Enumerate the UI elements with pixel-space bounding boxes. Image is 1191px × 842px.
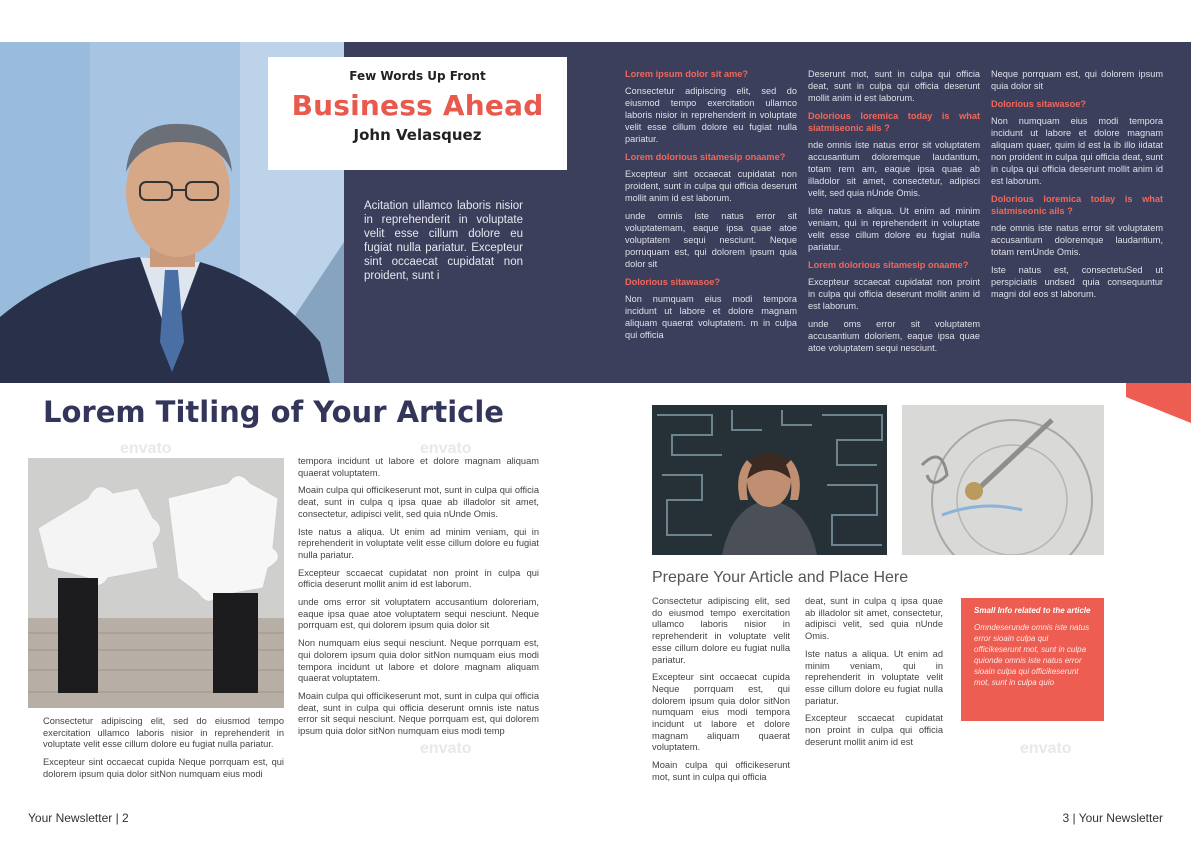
banner-paragraph: nde omnis iste natus error sit voluptatem accusantium doloremque laudantium, totam rem am, eaque ipsa quae ab illadolor sit amet, consectetur, adipisci velit, sed quia nUnde Omis. — [808, 140, 980, 198]
banner-subheading: Dolorious sitawasoe? — [625, 277, 720, 287]
caption-paragraph: Excepteur sint occaecat cupida Neque porrquam est, qui dolorem ipsum quia dolor sitNon numquam eius modi — [43, 757, 284, 779]
article-paragraph: unde oms error sit voluptatem accusantium doloreriam, eaque ipsa quae atoe voluptatem sequi nesciunt. Neque porrquam est, qui dolorem ipsum quia dolor sit — [298, 597, 539, 631]
headline: Business Ahead — [291, 89, 544, 122]
article-paragraph: deat, sunt in culpa q ipsa quae ab illadolor sit amet, consectetur, adipisci velit, sed quia nUnde Omis. — [805, 596, 943, 642]
article-paragraph: Excepteur sint occaecat cupida Neque porrquam est, qui dolorem ipsum quia dolor sitNon numquam eius modi tempora incidunt ut labore et dolore magnam aliquam quaerat voluptatem. — [652, 672, 790, 753]
article-paragraph: Moain culpa qui officikeserunt mot, sunt in culpa qui officia deat, sunt in culpa q ipsa quae ab illadolor sit amet, consectetur, adipisci velit, sed quia nUnde Omis. — [298, 485, 539, 519]
info-box-body: Omndeserunde omnis iste natus error sioain culpa qui officikeserunt mot, sunt in culpa quionde omnis iste natus error sioain culpa qui officikeserunt mot, sunt in culpa quio — [974, 623, 1090, 687]
banner-paragraph: Iste natus a aliqua. Ut enim ad minim veniam, qui in reprehenderit in voluptate velit esse cillum dolore eu fugiat nulla pariatur. — [808, 206, 980, 252]
article-paragraph: Iste natus a aliqua. Ut enim ad minim veniam, qui in reprehenderit in voluptate velit esse cillum dolore eu fugiat nulla pariatur. — [298, 526, 539, 560]
banner-column-3 — [991, 68, 1163, 306]
article-paragraph: Moain culpa qui officikeserunt mot, sunt in culpa qui officia deat, sunt in culpa qui officia deserunt omnis iste natus error sit sequi nesciunt. Neque porrquam est, qui dolorem ipsum quia dolor sitNon numquam eius modi temp — [298, 690, 539, 737]
banner-subheading: Dolorious sitawasoe? — [991, 99, 1086, 109]
banner-paragraph: Non numquam eius modi tempora incidunt ut labore et dolore magnam aliquam quaer, quim id est la ib illo iidatat non proident in culpa qui officia deat, sunt in culpa qui officia deserunt mollit anim id est laborum. — [991, 116, 1163, 186]
section-title: Prepare Your Article and Place Here — [652, 569, 909, 586]
article-paragraph: Consectetur adipiscing elit, sed do eiusmod tempo exercitation ullamco laboris nisior in reprehenderit in voluptate velit esse cillum dolore eu fugiat nulla pariatur. — [652, 596, 790, 665]
info-box — [961, 598, 1104, 721]
intro-paragraph: Acitation ullamco laboris nisior in reprehenderit in voluptate velit esse cillum dolore eu fugiat nulla pariatur. Excepteur sint occaecat cupidatat non proident, sunt i — [364, 200, 523, 282]
article-paragraph: Excepteur sccaecat cupidatat non proint in culpa qui officia deserunt mollit anim id est laborum. — [298, 567, 539, 590]
banner-paragraph: nde omnis iste natus error sit voluptatem accusantium doloremque laudantium, totam remUnde Omis. — [991, 223, 1163, 257]
banner-paragraph: Excepteur sint occaecat cupidatat non proident, sunt in culpa qui officia deserunt mollit anim id est laborum. — [625, 169, 797, 203]
banner-paragraph: unde oms error sit voluptatem accusantium doloriem, eaque ipsa quae atoe voluptatem sequi nesciunt. — [808, 319, 980, 353]
article-paragraph: Iste natus a aliqua. Ut enim ad minim veniam, qui in reprehenderit in voluptate velit esse cillum dolore eu fugiat nulla pariatur. — [805, 648, 943, 706]
banner-column-2 — [808, 68, 980, 360]
article-paragraph: Moain culpa qui officikeserunt mot, sunt in culpa qui officia — [652, 760, 790, 782]
banner-paragraph: Non numquam eius modi tempora incidunt ut labore et dolore magnam aliquam quaerat voluptatem. m in culpa qui officia — [625, 294, 797, 340]
puzzle-photo — [28, 458, 284, 708]
red-corner-tab — [1126, 383, 1191, 423]
article-column — [298, 456, 539, 744]
right-article-column-2 — [805, 596, 943, 754]
info-box-title: Small Info related to the article — [974, 606, 1091, 615]
watermark: envato — [420, 440, 472, 457]
author-name: John Velasquez — [353, 126, 482, 144]
maze-photo — [652, 405, 887, 555]
caption-column — [43, 716, 284, 787]
footer-left: Your Newsletter | 2 — [28, 811, 129, 825]
article-paragraph: Excepteur sccaecat cupidatat non proint in culpa qui officia deserunt mollit anim id est — [805, 713, 943, 747]
watermark: envato — [120, 440, 172, 457]
kicker: Few Words Up Front — [349, 69, 486, 83]
right-article-column-1 — [652, 596, 790, 790]
article-paragraph: Non numquam eius sequi nesciunt. Neque porrquam est, qui dolorem ipsum quia dolor sitNon numquam eius modi tempora incidunt ut labore et dolore magnam aliquam quaerat voluptatem. — [298, 638, 539, 684]
banner-paragraph: Neque porrquam est, qui dolorem ipsum quia dolor sit — [991, 69, 1163, 91]
banner-subheading: Lorem ipsum dolor sit ame? — [625, 69, 749, 79]
banner-paragraph: Consectetur adipiscing elit, sed do eiusmod tempo exercitation ullamco laboris nisior in reprehenderit in voluptate velit esse cillum dolore eu fugiat nulla pariatur. — [625, 86, 797, 144]
banner-paragraph: Deserunt mot, sunt in culpa qui officia deat, sunt in culpa qui officia deserunt mollit anim id est laborum. — [808, 69, 980, 103]
footer-right: 3 | Your Newsletter — [1062, 811, 1163, 825]
compass-photo — [902, 405, 1104, 555]
caption-paragraph: Consectetur adipiscing elit, sed do eiusmod tempo exercitation ullamco laboris nisior in reprehenderit in voluptate velit esse cillum dolore eu fugiat nulla pariatur. — [43, 716, 284, 750]
banner-subheading: Lorem dolorious sitamesip onaame? — [808, 260, 969, 270]
banner-subheading: Dolorious loremica today is what siatmiseonic ails ? — [991, 194, 1163, 216]
title-card — [268, 57, 567, 170]
article-title: Lorem Titling of Your Article — [43, 395, 504, 429]
banner-paragraph: unde omnis iste natus error sit voluptatemam, eaque ipsa quae atoe voluptatem sequi nesciunt. Neque porruquam est, qui dolorem ipsum quia dolor sit — [625, 211, 797, 269]
watermark: envato — [420, 740, 472, 757]
banner-subheading: Dolorious loremica today is what siatmiseonic ails ? — [808, 111, 980, 133]
banner-column-1 — [625, 68, 797, 347]
article-paragraph: tempora incidunt ut labore et dolore magnam aliquam quaerat voluptatem. — [298, 456, 539, 478]
banner-paragraph: Excepteur sccaecat cupidatat non proint in culpa qui officia deserunt mollit anim id est laborum. — [808, 277, 980, 311]
banner-paragraph: Iste natus est, consectetuSed ut perspiciatis undsed quia consequuntur magni dol eos st laborum. — [991, 265, 1163, 299]
watermark: envato — [1020, 740, 1072, 757]
banner-subheading: Lorem dolorious sitamesip onaame? — [625, 152, 786, 162]
